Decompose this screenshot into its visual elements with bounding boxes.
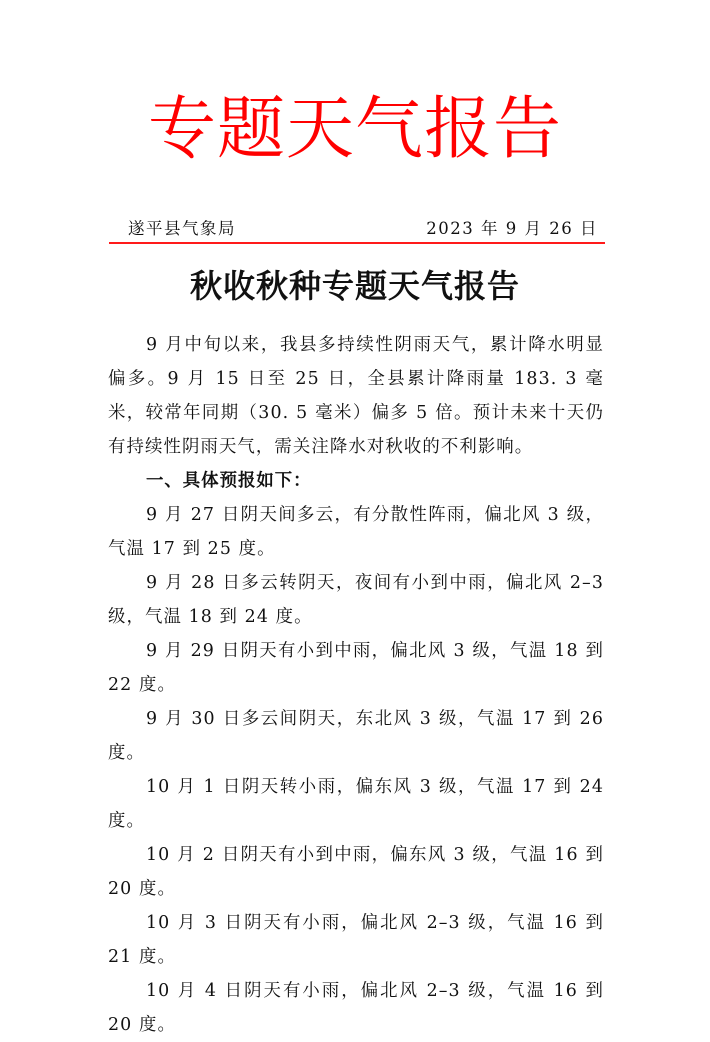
forecast-item: 10 月 3 日阴天有小雨，偏北风 2–3 级，气温 16 到 21 度。 <box>108 913 604 967</box>
issue-date: 2023 年 9 月 26 日 <box>426 219 598 238</box>
forecast-item: 10 月 2 日阴天有小到中雨，偏东风 3 级，气温 16 到 20 度。 <box>108 845 604 899</box>
document-title: 秋收秋种专题天气报告 <box>189 267 520 305</box>
forecast-item: 9 月 28 日多云转阴天，夜间有小到中雨，偏北风 2–3 级，气温 18 到 24 度。 <box>108 573 604 627</box>
forecast-item: 9 月 27 日阴天间多云，有分散性阵雨，偏北风 3 级，气温 17 到 25 度。 <box>108 505 604 559</box>
issuer-row <box>128 214 598 240</box>
masthead-title: 专题天气报告 <box>147 90 562 169</box>
document-body <box>108 328 604 1042</box>
intro-paragraph: 9 月中旬以来，我县多持续性阴雨天气，累计降水明显偏多。9 月 15 日至 25 日，全县累计降雨量 183. 3 毫米，较常年同期（30. 5 毫米）偏多 5 倍。预计未来十天仍有持续性阴雨天气，需关注降水对秋收的不利影响。 <box>108 335 604 457</box>
forecast-item: 10 月 4 日阴天有小雨，偏北风 2–3 级，气温 16 到 20 度。 <box>108 981 604 1035</box>
issuer-name: 遂平县气象局 <box>128 219 236 238</box>
forecast-item: 10 月 1 日阴天转小雨，偏东风 3 级，气温 17 到 24 度。 <box>108 777 604 831</box>
red-divider-line <box>109 242 605 244</box>
forecast-item: 9 月 30 日多云间阴天，东北风 3 级，气温 17 到 26 度。 <box>108 709 604 763</box>
section-heading: 一、具体预报如下： <box>146 471 312 491</box>
forecast-item: 9 月 29 日阴天有小到中雨，偏北风 3 级，气温 18 到 22 度。 <box>108 641 604 695</box>
